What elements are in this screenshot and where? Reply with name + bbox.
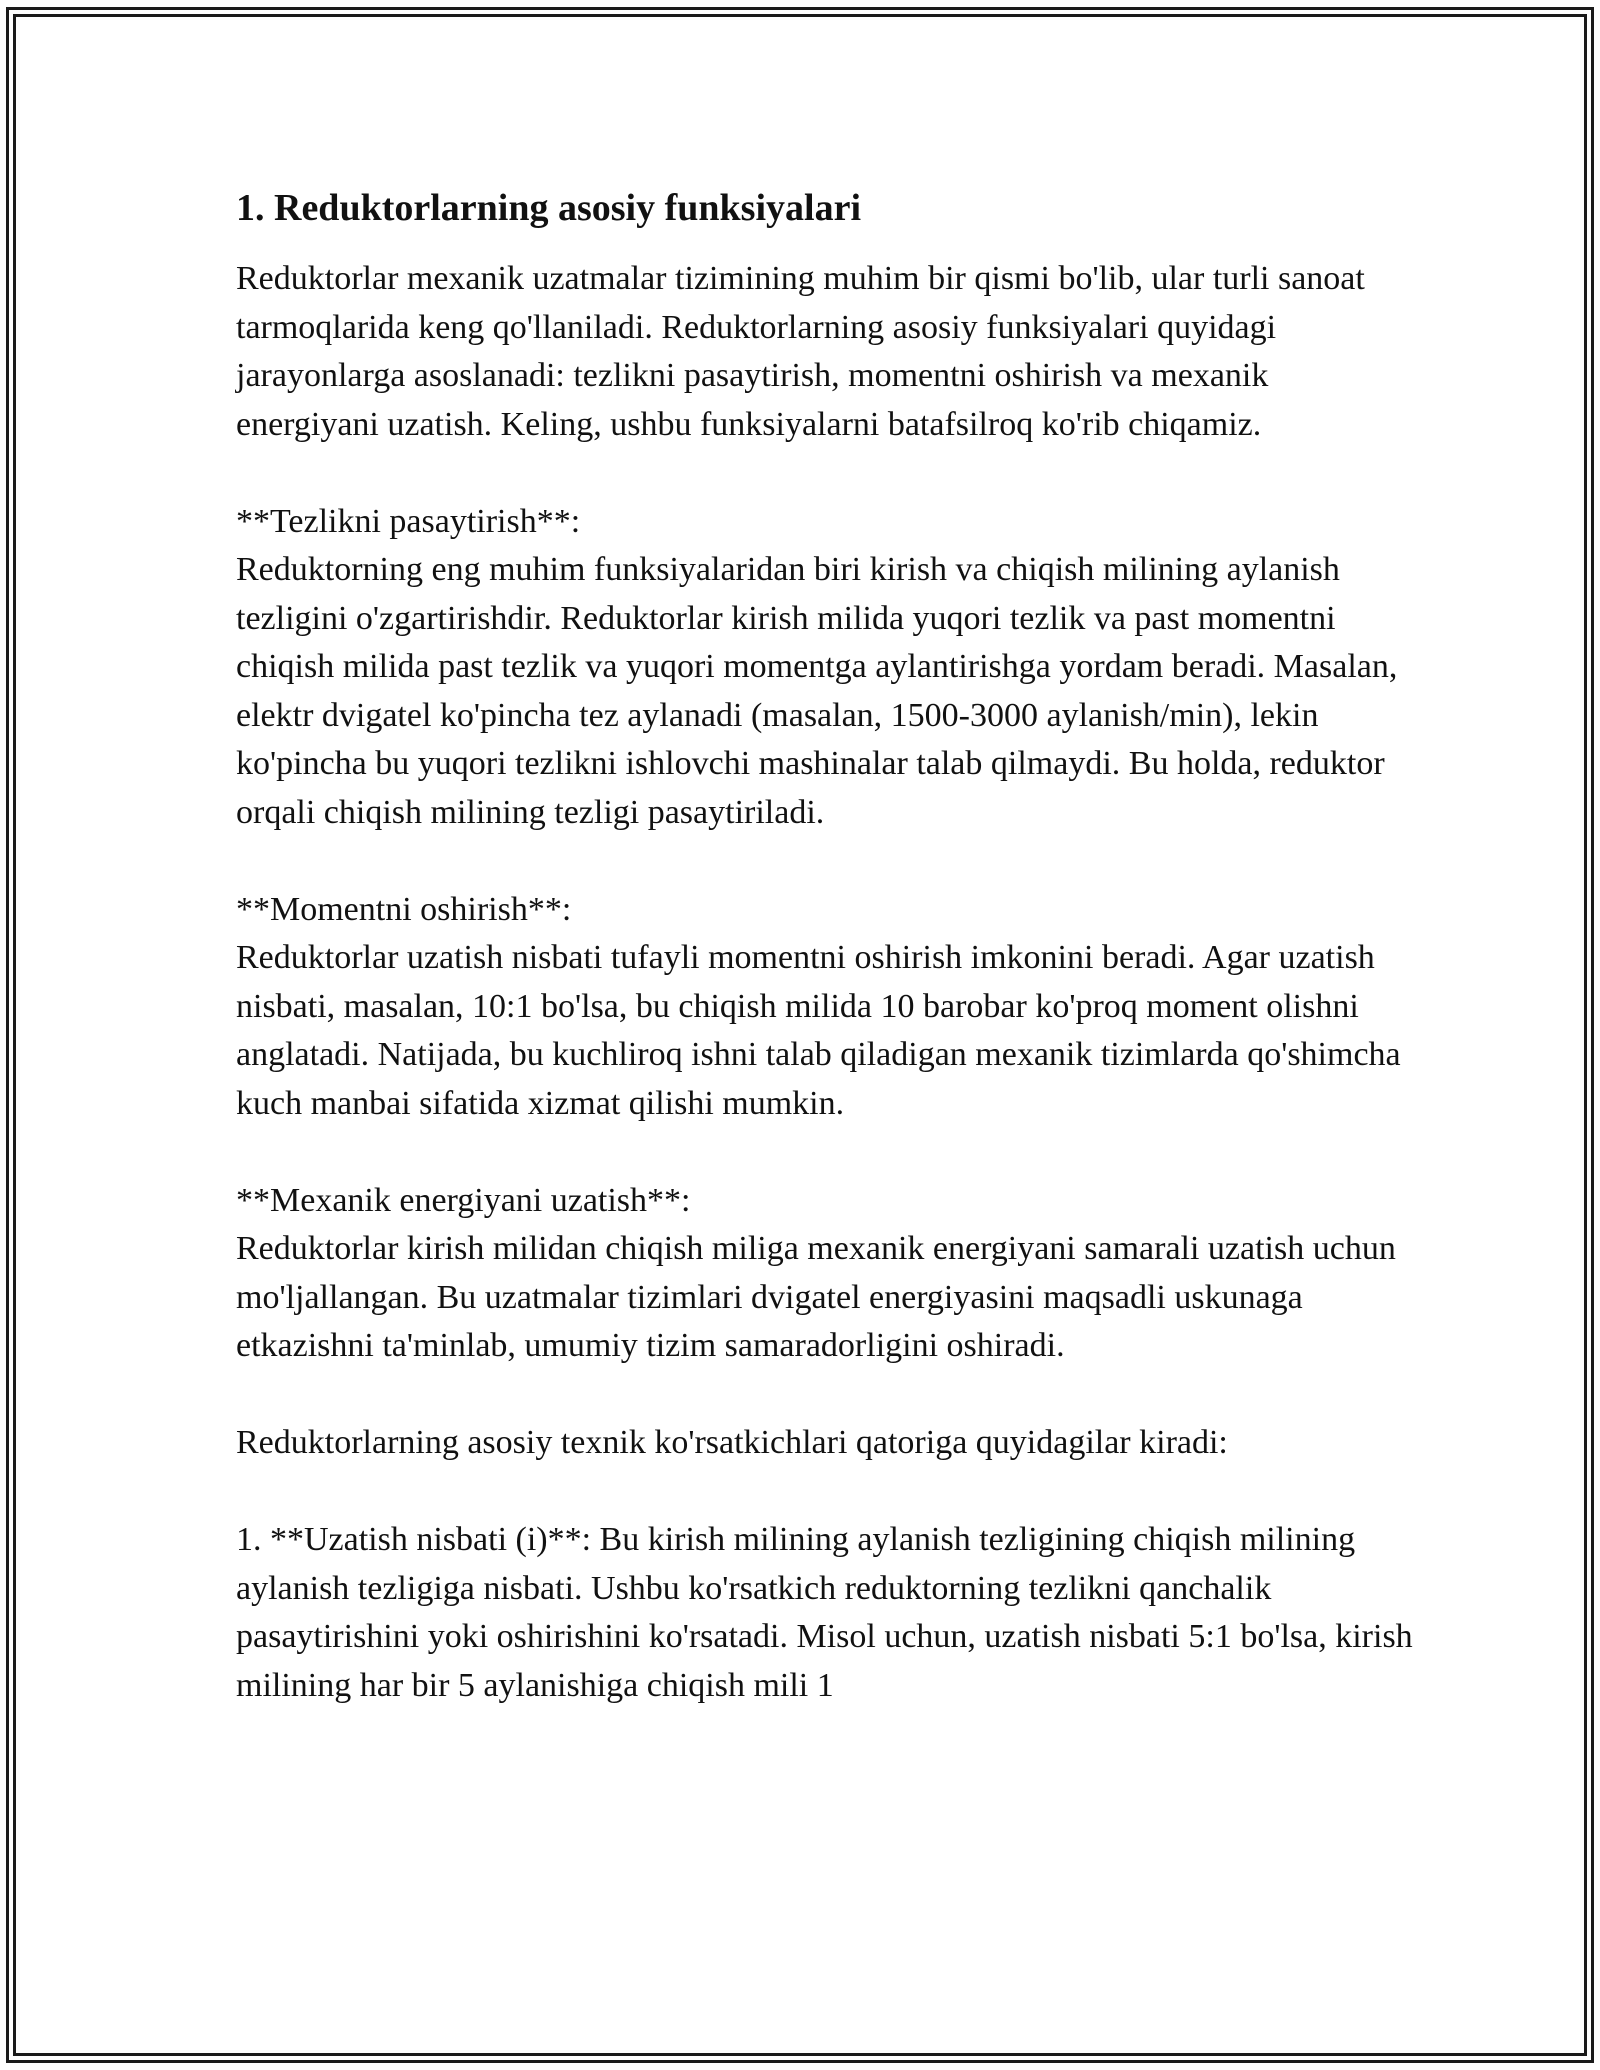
section-title: **Mexanik energiyani uzatish**: <box>236 1181 691 1219</box>
list-item: 1. **Uzatish nisbati (i)**: Bu kirish milining aylanish tezligining chiqish milining aylanish tezligiga nisbati. Ushbu ko'rsatkich reduktorning tezlikni qanchalik pasaytirishini yoki oshirishini ko'rsatadi. Misol uchun, uzatish nisbati 5:1 bo'lsa, kirish milining har bir 5 aylanishiga chiqish mili 1 <box>236 1521 1413 1704</box>
section-speed-reduction <box>236 498 1416 838</box>
section-text: Reduktorlar kirish milidan chiqish miliga mexanik energiyani samarali uzatish uchun mo'ljallangan. Bu uzatmalar tizimlari dvigatel energiyasini maqsadli uskunaga etkazishni ta'minlab, umumiy tizim samaradorligini oshiradi. <box>236 1230 1396 1364</box>
section-text: Reduktorning eng muhim funksiyalaridan biri kirish va chiqish milining aylanish tezligini o'zgartirishdir. Reduktorlar kirish milida yuqori tezlik va past momentni chiqish milida past tezlik va yuqori momentga aylantirishga yordam beradi. Masalan, elektr dvigatel ko'pincha tez aylanadi (masalan, 1500-3000 aylanish/min), lekin ko'pincha bu yuqori tezlikni ishlovchi mashinalar talab qilmaydi. Bu holda, reduktor orqali chiqish milining tezligi pasaytiriladi. <box>236 551 1398 831</box>
intro-paragraph: Reduktorlar mexanik uzatmalar tizimining muhim bir qismi bo'lib, ular turli sanoat tarmoqlarida keng qo'llaniladi. Reduktorlarning asosiy funksiyalari quyidagi jarayonlarga asoslanadi: tezlikni pasaytirish, momentni oshirish va mexanik energiyani uzatish. Keling, ushbu funksiyalarni batafsilroq ko'rib chiqamiz. <box>236 260 1365 443</box>
section-title: **Momentni oshirish**: <box>236 890 572 928</box>
section-text: Reduktorlar uzatish nisbati tufayli momentni oshirish imkonini beradi. Agar uzatish nisbati, masalan, 10:1 bo'lsa, bu chiqish milida 10 barobar ko'proq moment olishni anglatadi. Natijada, bu kuchliroq ishni talab qiladigan mexanik tizimlarda qo'shimcha kuch manbai sifatida xizmat qilishi mumkin. <box>236 939 1401 1122</box>
indicators-intro: Reduktorlarning asosiy texnik ko'rsatkichlari qatoriga quyidagilar kiradi: <box>236 1424 1228 1461</box>
section-title: **Tezlikni pasaytirish**: <box>236 502 581 540</box>
section-heading: 1. Reduktorlarning asosiy funksiyalari <box>236 187 861 229</box>
section-energy-transfer <box>236 1177 1416 1371</box>
document-body <box>236 186 1416 1710</box>
section-torque-increase <box>236 886 1416 1129</box>
